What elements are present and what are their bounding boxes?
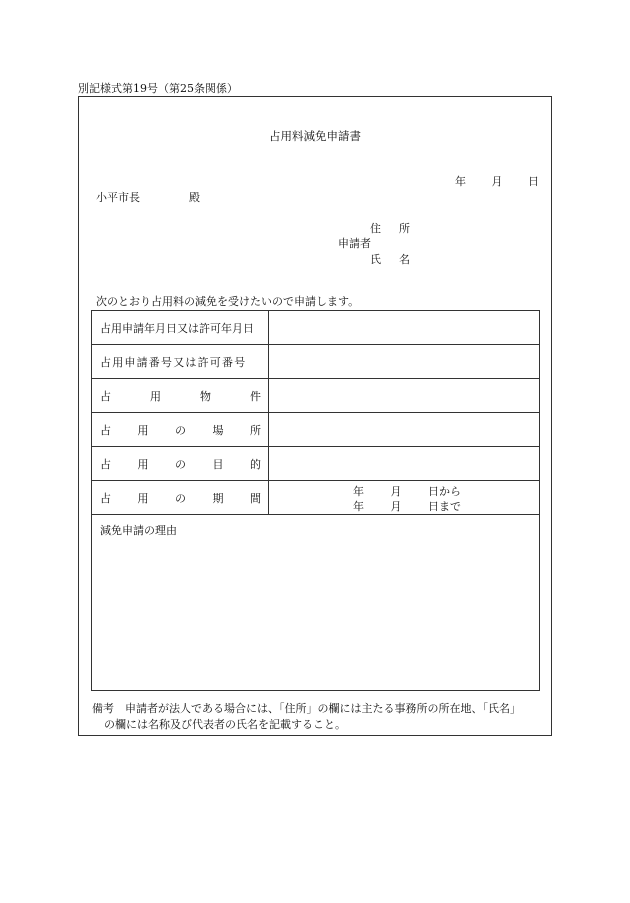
reduction-reason-label: 減免申請の理由 <box>100 524 177 537</box>
addressee-honorific: 殿 <box>189 191 200 204</box>
name-char: 氏 <box>370 253 381 266</box>
label-char: 目 <box>212 457 224 471</box>
period-to <box>353 499 461 514</box>
applicant-name-label <box>370 251 410 267</box>
label-char: 間 <box>250 491 261 505</box>
date-month: 月 <box>491 175 503 188</box>
table-row <box>92 447 539 481</box>
label-char: 占 <box>100 423 111 437</box>
document-title: 占用料減免申請書 <box>269 129 361 143</box>
row-label-occupied-period <box>92 481 269 514</box>
label-char: 占 <box>100 389 111 403</box>
period-lines <box>353 484 461 514</box>
name-char: 名 <box>399 253 410 266</box>
reduction-reason-field[interactable] <box>92 515 539 690</box>
label-char: 用 <box>137 491 149 505</box>
row-label-occupied-purpose <box>92 447 269 480</box>
period-from-day: 日から <box>428 485 461 498</box>
period-from-month: 月 <box>390 485 402 498</box>
occupied-period-field[interactable] <box>269 481 539 514</box>
application-number-field[interactable] <box>269 345 539 378</box>
period-to-year: 年 <box>353 500 364 513</box>
table-row <box>92 413 539 447</box>
label-char: 件 <box>250 389 261 403</box>
label-char: の <box>175 423 186 437</box>
remarks-line-2: の欄には名称及び代表者の氏名を記載すること。 <box>104 718 346 731</box>
label-char: 期 <box>212 491 224 505</box>
table-row <box>92 379 539 413</box>
row-label-application-number: 占用申請番号又は許可番号 <box>92 345 269 378</box>
label-char: 占 <box>100 491 111 505</box>
label-char: 物 <box>200 389 211 403</box>
remarks-line-1: 備考 申請者が法人である場合には、「住所」の欄には主たる事務所の所在地、「氏名」 <box>92 702 521 715</box>
label-char: 占 <box>100 457 111 471</box>
intro-text: 次のとおり占用料の減免を受けたいので申請します。 <box>96 295 360 308</box>
label-char: 的 <box>250 457 261 471</box>
remarks-note <box>92 701 544 733</box>
addressee-name: 小平市長 <box>96 191 140 204</box>
table-row <box>92 311 539 345</box>
date-year: 年 <box>455 175 466 188</box>
period-to-month: 月 <box>390 500 402 513</box>
label-char: 用 <box>150 389 161 403</box>
application-table <box>91 310 540 691</box>
row-label-occupied-object <box>92 379 269 412</box>
date-day: 日 <box>528 175 539 188</box>
label-char: 場 <box>212 423 224 437</box>
label-char: の <box>175 491 186 505</box>
label-char: 用 <box>137 457 149 471</box>
address-char: 住 <box>370 222 381 235</box>
applicant-address-label <box>370 220 410 236</box>
period-to-day: 日まで <box>428 500 461 513</box>
row-label-occupied-place <box>92 413 269 446</box>
occupied-purpose-field[interactable] <box>269 447 539 480</box>
occupied-place-field[interactable] <box>269 413 539 446</box>
period-from-year: 年 <box>353 485 364 498</box>
table-row <box>92 481 539 515</box>
applicant-label: 申請者 <box>338 237 371 250</box>
label-char: の <box>175 457 186 471</box>
address-char: 所 <box>399 222 410 235</box>
label-char: 所 <box>250 423 261 437</box>
occupied-object-field[interactable] <box>269 379 539 412</box>
date-line <box>455 173 539 189</box>
table-row <box>92 345 539 379</box>
label-char: 用 <box>137 423 149 437</box>
period-from <box>353 484 461 499</box>
row-label-application-date: 占用申請年月日又は許可年月日 <box>92 311 269 344</box>
application-form <box>78 96 552 736</box>
form-reference: 別記様式第19号（第25条関係） <box>78 82 238 95</box>
application-date-field[interactable] <box>269 311 539 344</box>
